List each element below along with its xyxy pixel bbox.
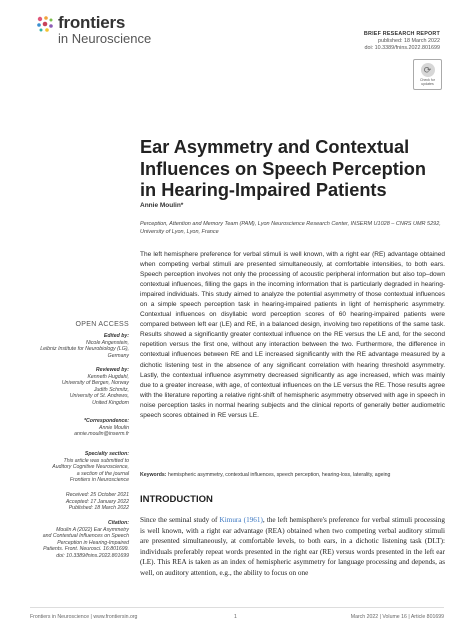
article-type: BRIEF RESEARCH REPORT bbox=[363, 31, 440, 37]
citation-label: Citation: bbox=[107, 520, 129, 526]
published-date: published: 18 March 2022 bbox=[377, 38, 440, 44]
citation-line-5[interactable]: doi: 10.3389/fnins.2022.801699 bbox=[56, 552, 129, 559]
published-sidebar-date: Published: 18 March 2022 bbox=[68, 505, 129, 512]
reviewed-by-label: Reviewed by: bbox=[95, 367, 129, 373]
reviewer-1-name: Kenneth Hugdahl, bbox=[87, 373, 129, 380]
author-affiliation: Perception, Attention and Memory Team (PAM), Lyon Neuroscience Research Center, INSERM U1028 – CNRS UMR 5292, University of Lyon, Lyon, France bbox=[140, 221, 441, 235]
updates-label: updates bbox=[421, 82, 434, 86]
specialty-line-2: Auditory Cognitive Neuroscience, bbox=[52, 464, 129, 471]
edited-by-block bbox=[40, 333, 129, 359]
correspondence-block bbox=[74, 418, 129, 438]
citation-line-2: and Contextual Influences on Speech bbox=[42, 533, 129, 540]
citation-line-1: Moulin A (2022) Ear Asymmetry bbox=[56, 526, 129, 533]
received-date: Received: 25 October 2021 bbox=[65, 492, 129, 498]
article-header-info bbox=[364, 31, 440, 52]
keywords bbox=[140, 472, 445, 479]
citation-link[interactable]: Kimura (1961) bbox=[219, 516, 263, 524]
journal-brand: frontiers bbox=[58, 13, 126, 32]
page-number: 1 bbox=[234, 614, 237, 620]
reviewer-2-affiliation: University of St. Andrews, bbox=[69, 393, 129, 400]
accepted-date: Accepted: 17 January 2022 bbox=[65, 498, 129, 505]
footer-journal-link[interactable]: Frontiers in Neuroscience | www.frontiersin.org bbox=[30, 614, 138, 620]
correspondence-label: *Correspondence: bbox=[84, 418, 129, 424]
correspondence-email[interactable]: annie.moulin@inserm.fr bbox=[74, 431, 129, 438]
footer-divider bbox=[30, 607, 444, 608]
citation-line-3: Perception in Hearing-Impaired bbox=[57, 539, 129, 546]
check-for-updates-button[interactable] bbox=[413, 59, 442, 90]
introduction-paragraph bbox=[140, 515, 445, 579]
specialty-line-3: a section of the journal bbox=[76, 470, 129, 477]
keywords-label: Keywords: bbox=[140, 472, 167, 478]
keywords-list: hemispheric asymmetry, contextual influences, speech perception, hearing-loss, laterality, ageing bbox=[167, 472, 391, 478]
update-check-icon: ⟳ bbox=[421, 63, 435, 77]
intro-text-rest: , the left hemisphere's preference for verbal stimuli processing is well known, with a right ear advantage (REA) obtained when two competing verbal auditory stimuli are presented simultaneously, at comfortable levels, to both ears, in a dichotic listening task (DLT): individuals preferably repeat words presented in the right ear (RE) versus words presented in the left ear (LE). This REA is taken as an index of hemispheric asymmetry for language processing and depends, as well, on auditory attention, e.g., the ability to focus on one bbox=[140, 516, 445, 577]
editor-name: Nicole Angenstein, bbox=[85, 339, 129, 346]
specialty-label: Specialty section: bbox=[84, 451, 129, 457]
editor-affiliation: Leibniz Institute for Neurobiology (LG), bbox=[40, 346, 129, 353]
reviewed-by-block bbox=[62, 367, 129, 407]
article-title: Ear Asymmetry and Contextual Influences on Speech Perception in Hearing-Impaired Patients bbox=[140, 137, 427, 200]
specialty-block bbox=[52, 451, 129, 484]
frontiers-logo-icon bbox=[36, 15, 54, 33]
doi[interactable]: doi: 10.3389/fnins.2022.801699 bbox=[364, 45, 440, 51]
citation-block bbox=[43, 520, 129, 560]
open-access-label: OPEN ACCESS bbox=[75, 321, 129, 328]
reviewer-1-affiliation: University of Bergen, Norway bbox=[61, 380, 129, 387]
citation-line-4: Patients. Front. Neurosci. 16:801699. bbox=[43, 546, 129, 553]
introduction-heading: INTRODUCTION bbox=[140, 494, 213, 505]
abstract: The left hemisphere preference for verbal stimuli is well known, with a right ear (RE) advantage obtained when competing verbal stimuli are presented simultaneously, at comfortable intensities, to both ears. Speech perception involves not only the processing of acoustic peripheral information but also top–down contextual influences, filling the gaps in the incoming information that is particularly degraded in hearing-impaired individuals. This study aimed to analyze the potential asymmetry of those contextual influences on a simple speech perception task in hearing-impaired patients in light of hemispheric asymmetry. Contextual influences on disyllabic word perception scores of 60 hearing-impaired patients were compared between left ear (LE) and RE, in a balanced design, involving two repetitions of the same task. Results showed a significantly greater contextual influence on the RE versus the LE and, for the second repetition versus the first one, without any interaction between the two. Furthermore, the difference in contextual influences between RE and LE increased significantly with the RE advantage measured by a dichotic listening test in the absence of any significant correlation with hearing threshold asymmetry. Lastly, the contextual influence asymmetry decreased significantly as age increased, which was mainly due to a greater increase, with age, of contextual influences on the LE versus the RE. Those results agree with the literature reporting a relative right-shift of hemispheric asymmetry observed with age in speech in noise perception tasks in normal hearing subjects and the clinical reports of generally better audiometric speech scores obtained in RE versus LE. bbox=[140, 251, 445, 419]
dates-block bbox=[66, 492, 129, 512]
editor-country: Germany bbox=[107, 352, 129, 359]
edited-by-label: Edited by: bbox=[103, 333, 129, 339]
author-name[interactable]: Annie Moulin* bbox=[140, 202, 184, 209]
intro-text-start: Since the seminal study of bbox=[140, 516, 220, 524]
reviewer-2-name: Judith Schmitz, bbox=[93, 386, 129, 393]
specialty-line-4: Frontiers in Neuroscience bbox=[69, 477, 129, 484]
reviewer-2-country: United Kingdom bbox=[92, 399, 129, 406]
journal-subtitle: in Neuroscience bbox=[58, 31, 152, 46]
specialty-line-1: This article was submitted to bbox=[63, 457, 129, 464]
footer-issue-info: March 2022 | Volume 16 | Article 801699 bbox=[350, 614, 444, 620]
correspondence-name: Annie Moulin bbox=[99, 424, 129, 431]
check-for-label: Check for bbox=[420, 78, 435, 82]
